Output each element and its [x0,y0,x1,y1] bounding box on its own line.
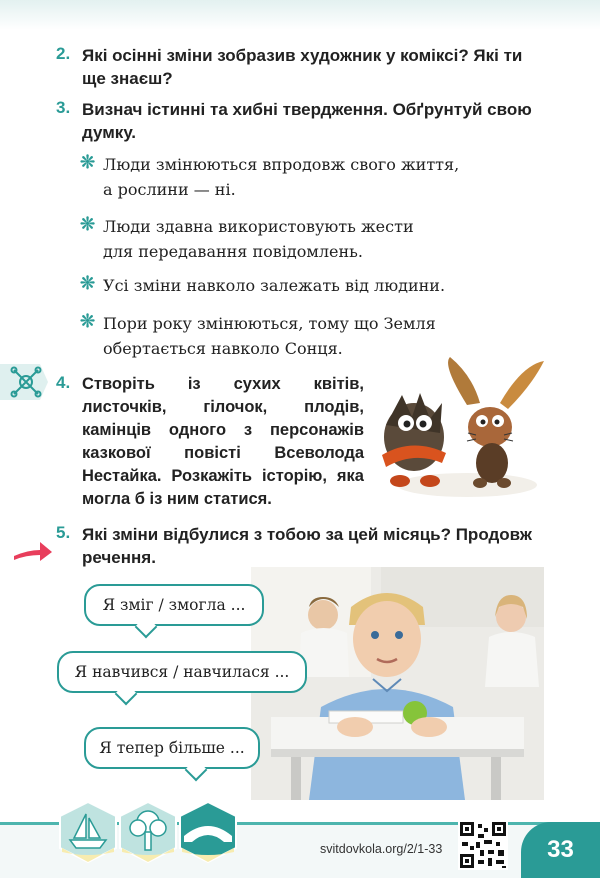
speech-bubble-3-text: Я тепер більше ... [99,739,245,757]
group-work-icon [0,360,50,404]
flower-bullet-icon: ❊ [80,152,96,172]
tree-hexagon-icon [118,800,178,864]
flower-bullet-icon: ❊ [80,311,96,331]
question-4-number: 4. [56,373,71,392]
question-2-number: 2. [56,44,71,63]
speech-bubble-1 [84,584,264,626]
speech-bubble-3 [84,727,260,769]
statement-1: Люди змінюються впродовж свого життя, а рослини — ні. [103,155,460,199]
question-2-text: Які осінні зміни зобразив художник у коміксі? Які ти ще знаєш? [82,46,523,88]
speech-bubble-1-text: Я зміг / змогла ... [102,596,246,614]
speech-bubble-2 [57,651,307,693]
bridge-hexagon-icon [178,800,238,864]
question-5-text: Які зміни відбулися з тобою за цей місяць? Продовж речення. [82,525,532,567]
top-band [0,0,600,30]
pink-arrow-icon [12,538,52,562]
qr-code-icon[interactable] [458,820,508,870]
boat-hexagon-icon [58,800,118,864]
statement-3: Усі зміни навколо залежать від людини. [103,276,446,295]
speech-bubble-2-text: Я навчився / навчилася ... [74,663,290,681]
footer-url[interactable]: svitdovkola.org/2/1-33 [320,842,443,856]
flower-bullet-icon: ❊ [80,273,96,293]
question-5-number: 5. [56,523,71,542]
page-number: 33 [521,822,600,878]
question-3-text: Визнач істинні та хибні твердження. Обґрунтуй свою думку. [82,100,532,142]
leaf-figures-illustration [372,355,552,505]
statement-2: Люди здавна використовують жести для передавання повідомлень. [103,217,414,261]
question-4-text: Створіть із сухих квітів, листочків, гілочок, плодів, камінців одного з персонажів казкової повісті Всеволода Нестайка. Розкажіть історію, яка могла б із ним статися. [82,375,364,508]
flower-bullet-icon: ❊ [80,214,96,234]
question-3-number: 3. [56,98,71,117]
statement-4: Пори року змінюються, тому що Земля обертається навколо Сонця. [103,314,436,358]
